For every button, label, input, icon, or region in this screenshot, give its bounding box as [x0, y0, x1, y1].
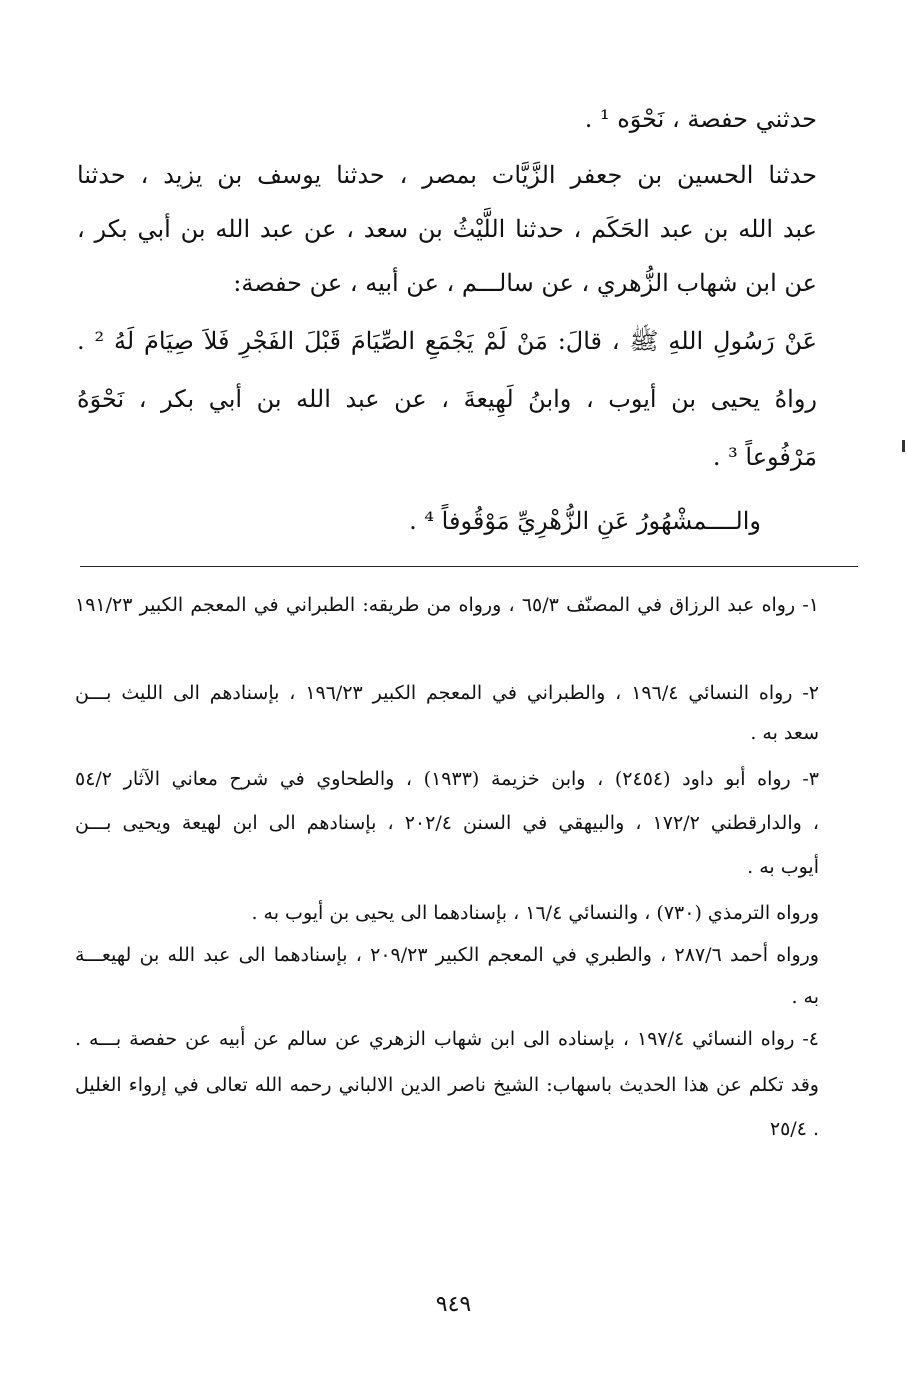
main-text-line: حدثني حفصة ، نَحْوَه ¹ . — [584, 105, 817, 133]
footnote-line: سعد به . — [750, 722, 819, 744]
footnote-line: ٢٥/٤ . — [769, 1118, 819, 1140]
main-text-line: والــــمشْهُورُ عَنِ الزُّهْرِيِّ مَوْقُوفاً ⁴ . — [409, 507, 761, 535]
footnote-line: ورواه الترمذي (٧٣٠) ، والنسائي ١٦/٤ ، بإسنادهما الى يحيى بن أيوب به . — [251, 902, 819, 924]
main-text-line: رواهُ يحيى بن أيوب ، وابنُ لَهِيعةَ ، عن عبد الله بن أبي بكر ، نَحْوَهُ — [77, 385, 818, 413]
scan-mark — [902, 440, 905, 452]
footnote-line: ١- رواه عبد الرزاق في المصنّف ٦٥/٣ ، ورواه من طريقه: الطبراني في المعجم الكبير ١٩١/٢٣ — [75, 594, 820, 616]
footnote-line: أيوب به . — [747, 856, 819, 878]
main-text-line: عبد الله بن عبد الحَكَم ، حدثنا اللَّيْثُ بن سعد ، عن عبد الله بن أبي بكر ، — [77, 215, 817, 243]
page-number: ٩٤٩ — [435, 1292, 472, 1317]
footnote-separator — [80, 566, 858, 567]
footnote-line: ٤- رواه النسائي ١٩٧/٤ ، بإسناده الى ابن شهاب الزهري عن سالم عن أبيه عن حفصة بـــه . — [75, 1028, 819, 1050]
footnote-line: ٢- رواه النسائي ١٩٦/٤ ، والطبراني في المعجم الكبير ١٩٦/٢٣ ، بإسنادهم الى الليث بـــن — [75, 682, 819, 704]
footnote-line: ٣- رواه أبو داود (٢٤٥٤) ، وابن خزيمة (١٩٣٣) ، والطحاوي في شرح معاني الآثار ٥٤/٢ — [75, 768, 819, 790]
main-text-line: حدثنا الحسين بن جعفر الزَّيَّات بمصر ، حدثنا يوسف بن يزيد ، حدثنا — [77, 161, 817, 189]
footnote-line: ، والدارقطني ١٧٢/٢ ، والبيهقي في السنن ٢٠٢/٤ ، بإسنادهم الى ابن لهيعة ويحيى بـــن — [75, 812, 819, 834]
main-text-line: مَرْفُوعاً ³ . — [712, 443, 817, 471]
main-text-line: عن ابن شهاب الزُّهري ، عن سالـــم ، عن أبيه ، عن حفصة: — [233, 269, 817, 297]
footnote-line: وقد تكلم عن هذا الحديث باسهاب: الشيخ ناصر الدين الالباني رحمه الله تعالى في إرواء الغليل — [75, 1074, 819, 1096]
footnote-line: ورواه أحمد ٢٨٧/٦ ، والطبري في المعجم الكبير ٢٠٩/٢٣ ، بإسنادهما الى عبد الله بن لهيعـــة — [75, 944, 819, 966]
footnote-line: به . — [791, 986, 819, 1008]
hadith-text-line: عَنْ رَسُولِ اللهِ ﷺ ، قالَ: مَنْ لَمْ يَجْمَعِ الصِّيَامَ قَبْلَ الفَجْرِ فَلاَ صِيَامَ لَهُ ² . — [77, 327, 817, 355]
